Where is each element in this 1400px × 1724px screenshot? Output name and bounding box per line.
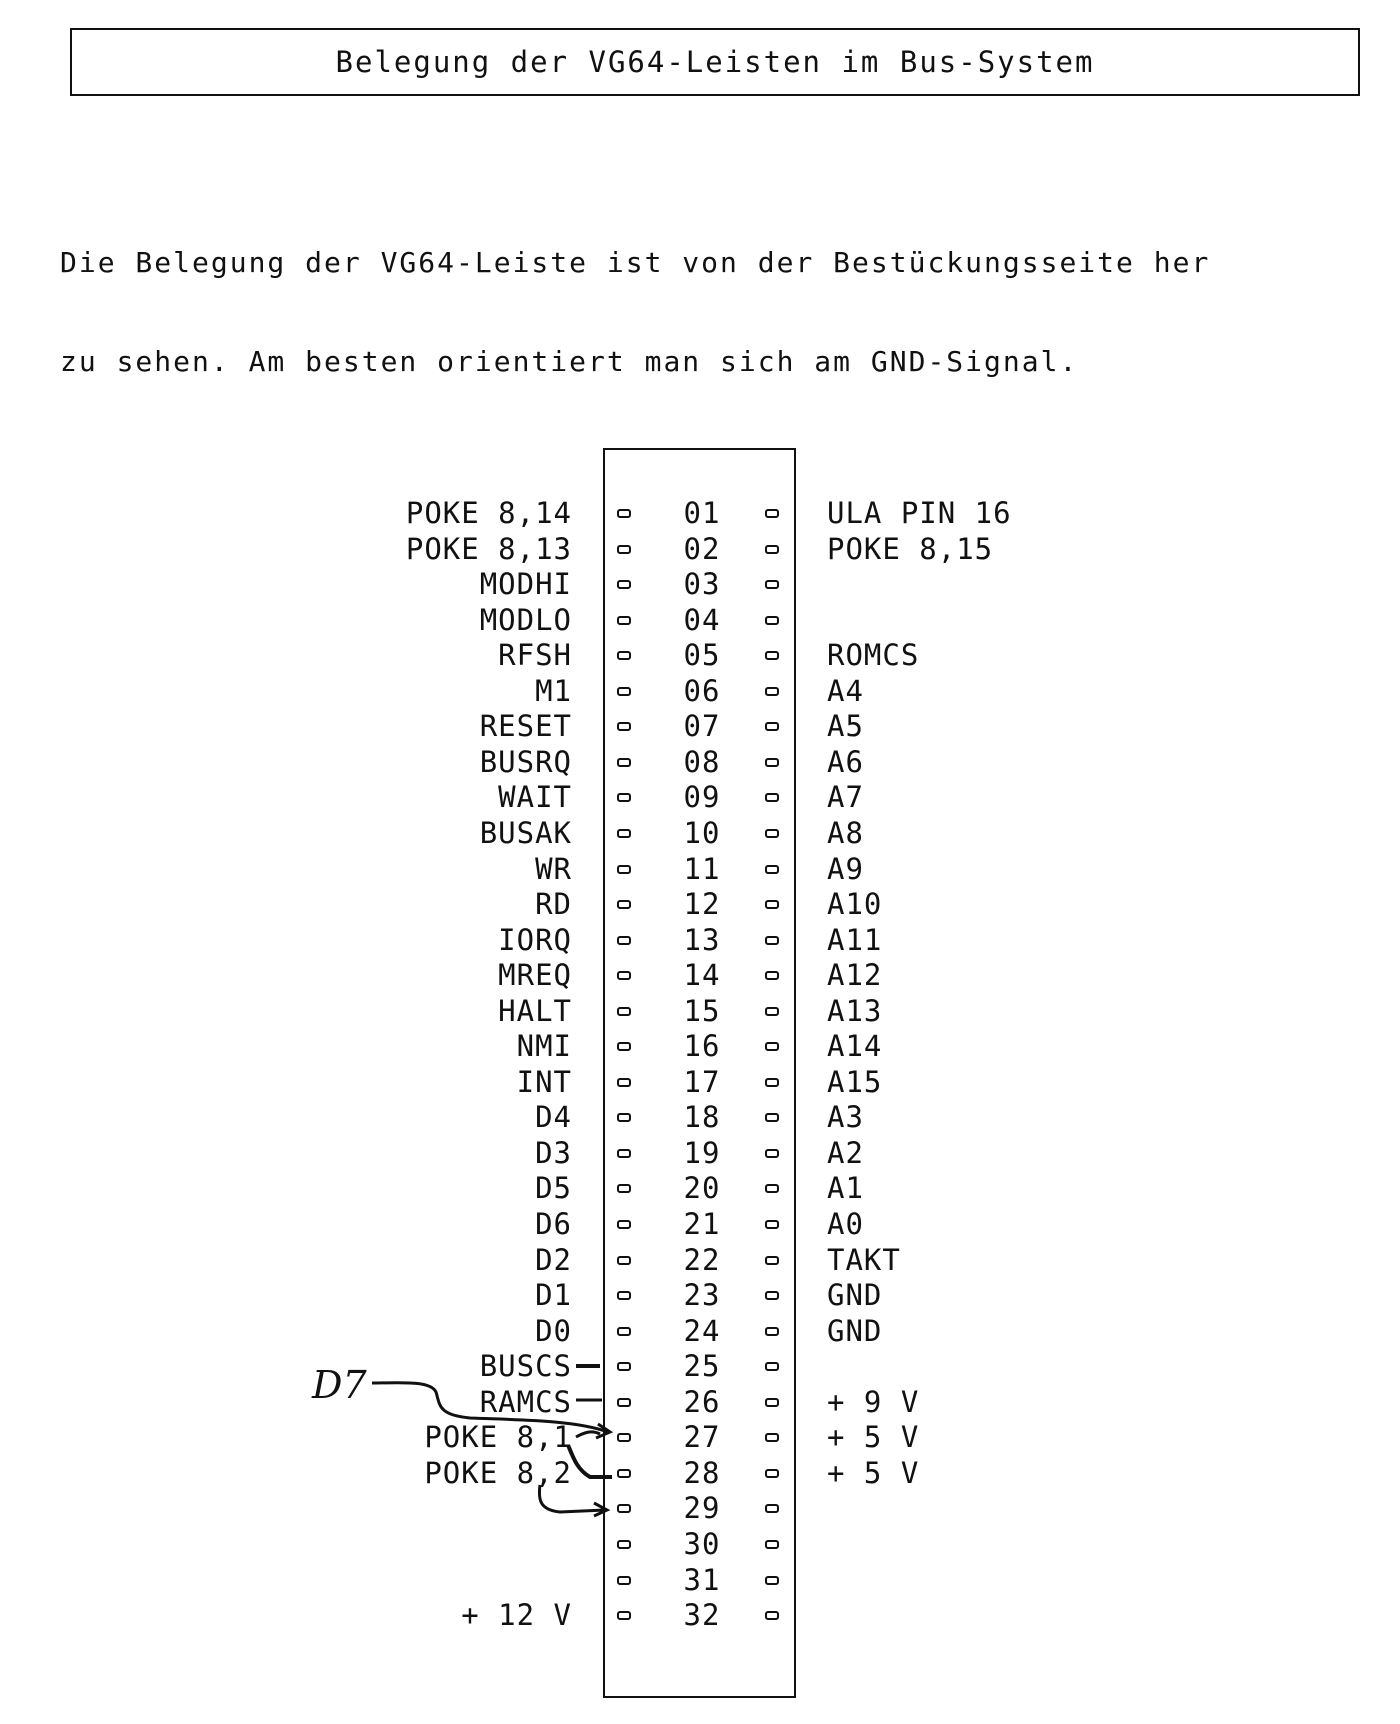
- pin-right-label: A15: [827, 1064, 883, 1099]
- pin-right-label: + 9 V: [827, 1384, 920, 1419]
- pin-right-label: A1: [827, 1171, 864, 1206]
- pin-left-label: WR: [535, 851, 572, 886]
- poke81-to-28-wire: [568, 1445, 612, 1477]
- pin-left-label: POKE 8,13: [405, 531, 572, 566]
- pin-left-label: D2: [535, 1242, 572, 1277]
- pin-right-label: POKE 8,15: [827, 531, 994, 566]
- pin-left-label: D6: [535, 1207, 572, 1241]
- pin-left-label: D3: [535, 1135, 572, 1170]
- pin-right-label: A9: [827, 851, 864, 886]
- pin-left-label: IORQ: [498, 922, 572, 957]
- pin-right-label: A10: [827, 887, 883, 922]
- pin-number: 18: [683, 1100, 721, 1135]
- pin-left-label: RESET: [479, 709, 572, 744]
- pin-right-label: A11: [827, 922, 883, 957]
- pin-number: 01: [683, 496, 721, 530]
- pin-right-label: A12: [827, 958, 883, 993]
- pin-right-label: A13: [827, 993, 883, 1028]
- pin-number: 17: [683, 1064, 721, 1099]
- pin-number: 31: [683, 1562, 721, 1597]
- pin-right-label: A3: [827, 1100, 864, 1135]
- pin-left-label: POKE 8,14: [405, 496, 572, 530]
- pin-left-label: HALT: [498, 993, 572, 1028]
- pin-number: 11: [683, 851, 721, 886]
- pin-number: 24: [683, 1313, 721, 1348]
- pin-left-label: BUSAK: [479, 815, 572, 850]
- pin-right-label: A6: [827, 744, 864, 779]
- pin-right-label: A8: [827, 815, 864, 850]
- pin-number: 32: [683, 1598, 721, 1633]
- pin-left-label: INT: [516, 1064, 572, 1099]
- hook-to-29-wire: [539, 1485, 605, 1512]
- pin-number: 29: [683, 1491, 721, 1526]
- pin-right-label: ROMCS: [827, 638, 920, 673]
- pin-left-label: M1: [535, 673, 572, 708]
- pin-number: 07: [683, 709, 721, 744]
- pin-right-label: A7: [827, 780, 864, 815]
- pin-number: 26: [683, 1384, 721, 1419]
- pin-number: 05: [683, 638, 721, 673]
- pin-left-label: RAMCS: [479, 1384, 572, 1419]
- pin-right-label: A14: [827, 1029, 883, 1064]
- handwritten-note: D7: [312, 1363, 367, 1407]
- pin-left-label: D0: [535, 1313, 572, 1348]
- pin-number: 27: [683, 1420, 721, 1455]
- pin-left-label: NMI: [516, 1029, 572, 1064]
- pin-left-label: RFSH: [498, 638, 572, 673]
- document-title: Belegung der VG64-Leisten im Bus-System: [335, 45, 1095, 79]
- intro-line-2: zu sehen. Am besten orientiert man sich am GND-Signal.: [60, 345, 1079, 378]
- pin-number: 16: [683, 1029, 721, 1064]
- pin-number: 19: [683, 1135, 721, 1170]
- pin-left-label: D5: [535, 1171, 572, 1206]
- pin-left-label: D1: [535, 1278, 572, 1313]
- pin-right-label: A4: [827, 673, 864, 708]
- pin-right-label: A0: [827, 1207, 864, 1241]
- pin-left-label: BUSRQ: [479, 744, 572, 779]
- pin-number: 06: [683, 673, 721, 708]
- pin-number: 02: [683, 531, 721, 566]
- pin-number: 08: [683, 744, 721, 779]
- pin-number: 12: [683, 887, 721, 922]
- pin-number: 21: [683, 1207, 721, 1241]
- pin-number: 13: [683, 922, 721, 957]
- pin-left-label: MODLO: [479, 602, 572, 637]
- pin-number: 14: [683, 958, 721, 993]
- pin-number: 15: [683, 993, 721, 1028]
- pin-left-label: POKE 8,1: [424, 1420, 572, 1455]
- pin-number: 03: [683, 567, 721, 602]
- pin-right-label: GND: [827, 1313, 883, 1348]
- pin-right-label: A5: [827, 709, 864, 744]
- pin-right-label: TAKT: [827, 1242, 901, 1277]
- pin-number: 10: [683, 815, 721, 850]
- d7-wire-line: [372, 1383, 608, 1432]
- pin-left-label: D4: [535, 1100, 572, 1135]
- pin-number: 30: [683, 1526, 721, 1561]
- pin-left-label: WAIT: [498, 780, 572, 815]
- pin-right-label: A2: [827, 1135, 864, 1170]
- pin-right-label: GND: [827, 1278, 883, 1313]
- pin-right-label: + 5 V: [827, 1455, 920, 1490]
- pin-left-label: MREQ: [498, 958, 572, 993]
- pin-left-label: MODHI: [479, 567, 572, 602]
- pin-left-label: POKE 8,2: [424, 1455, 572, 1490]
- pin-number: 22: [683, 1242, 721, 1277]
- pin-right-label: + 5 V: [827, 1420, 920, 1455]
- pin-number: 04: [683, 602, 721, 637]
- pin-right-label: ULA PIN 16: [827, 496, 1012, 530]
- pin-number: 23: [683, 1278, 721, 1313]
- pin-left-label: + 12 V: [461, 1598, 572, 1633]
- pin-number: 20: [683, 1171, 721, 1206]
- pin-number: 09: [683, 780, 721, 815]
- pin-left-label: RD: [535, 887, 572, 922]
- pin-left-label: BUSCS: [479, 1349, 572, 1384]
- pin-number: 25: [683, 1349, 721, 1384]
- pin-number: 28: [683, 1455, 721, 1490]
- intro-line-1: Die Belegung der VG64-Leiste ist von der Bestückungsseite her: [60, 246, 1211, 279]
